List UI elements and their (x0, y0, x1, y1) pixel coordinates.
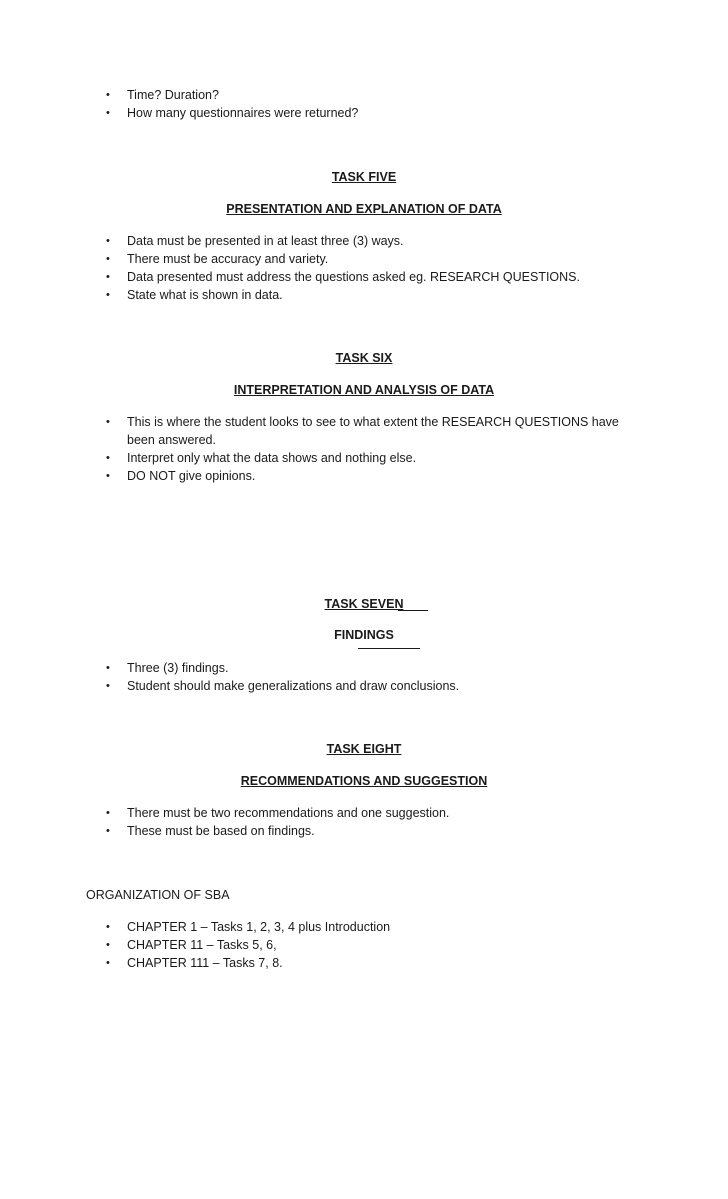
bullet-icon: • (106, 807, 110, 819)
task-five-list (0, 232, 580, 304)
bullet-icon: • (106, 470, 110, 482)
list-item: • This is where the student looks to see to what extent the RESEARCH QUESTIONS have been answered. (106, 415, 619, 447)
list-item: • CHAPTER 11 – Tasks 5, 6, (106, 938, 277, 952)
list-item: • Time? Duration? (106, 88, 219, 102)
task-six-list (0, 413, 627, 485)
bullet-icon: • (106, 452, 110, 464)
list-item: • These must be based on findings. (106, 824, 315, 838)
list-item: • DO NOT give opinions. (106, 469, 256, 483)
intro-list (0, 86, 358, 122)
list-item: • State what is shown in data. (106, 288, 283, 302)
list-item: • Student should make generalizations and draw conclusions. (106, 679, 460, 693)
title-rule (398, 610, 428, 611)
list-item: • Three (3) findings. (106, 661, 229, 675)
task-eight-list (0, 804, 449, 840)
organization-title: ORGANIZATION OF SBA (86, 888, 230, 902)
list-item: • There must be accuracy and variety. (106, 252, 329, 266)
list-item: • Data must be presented in at least three (3) ways. (106, 234, 404, 248)
task-seven-title: TASK SEVEN (324, 597, 404, 611)
list-item: • Interpret only what the data shows and nothing else. (106, 451, 417, 465)
task-seven-list (0, 659, 459, 695)
bullet-icon: • (106, 107, 110, 119)
task-six-subtitle: INTERPRETATION AND ANALYSIS OF DATA (233, 383, 495, 397)
bullet-icon: • (106, 662, 110, 674)
list-item: • CHAPTER 1 – Tasks 1, 2, 3, 4 plus Introduction (106, 920, 391, 934)
task-eight-title: TASK EIGHT (326, 742, 402, 756)
bullet-icon: • (106, 253, 110, 265)
bullet-icon: • (106, 289, 110, 301)
list-item: • CHAPTER 111 – Tasks 7, 8. (106, 956, 283, 970)
task-six-title: TASK SIX (335, 351, 393, 365)
bullet-icon: • (106, 825, 110, 837)
task-eight-subtitle: RECOMMENDATIONS AND SUGGESTION (240, 774, 488, 788)
task-five-subtitle: PRESENTATION AND EXPLANATION OF DATA (226, 202, 502, 216)
bullet-icon: • (106, 939, 110, 951)
task-five-title: TASK FIVE (331, 170, 397, 184)
list-item: • How many questionnaires were returned? (106, 106, 359, 120)
task-seven-subtitle: FINDINGS (334, 628, 394, 642)
bullet-icon: • (106, 680, 110, 692)
bullet-icon: • (106, 957, 110, 969)
subtitle-rule (358, 648, 420, 649)
bullet-icon: • (106, 89, 110, 101)
organization-list (0, 918, 390, 972)
bullet-icon: • (106, 416, 110, 428)
bullet-icon: • (106, 271, 110, 283)
list-item: • There must be two recommendations and one suggestion. (106, 806, 450, 820)
bullet-icon: • (106, 921, 110, 933)
bullet-icon: • (106, 235, 110, 247)
list-item: • Data presented must address the questions asked eg. RESEARCH QUESTIONS. (106, 270, 580, 284)
